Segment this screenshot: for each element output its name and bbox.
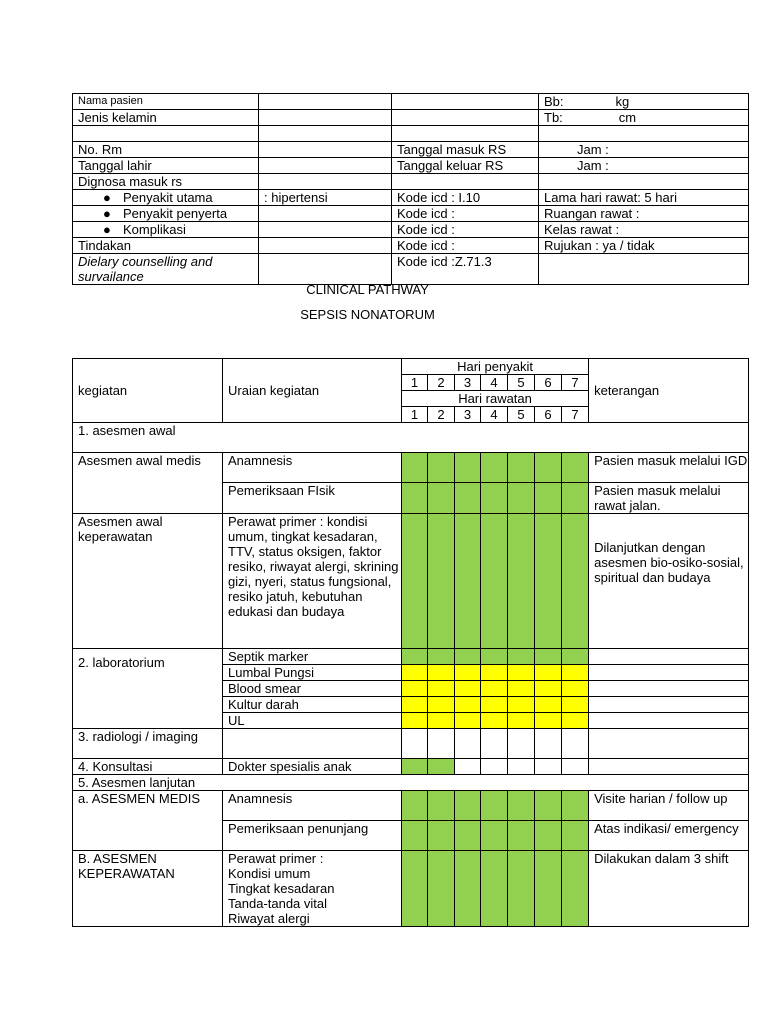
keterangan-cell: Pasien masuk melalui rawat jalan.	[589, 483, 749, 514]
page-title: CLINICAL PATHWAY	[306, 282, 429, 297]
day-fill	[402, 665, 428, 681]
jenis-kelamin-value[interactable]	[259, 110, 392, 126]
penyakit-penyerta-label: ● Penyakit penyerta	[73, 206, 259, 222]
patient-info-table	[72, 93, 749, 285]
day-fill	[535, 681, 562, 697]
day-cell: 6	[535, 375, 562, 391]
day-cell: 2	[428, 375, 455, 391]
diagnosa-label: Dignosa masuk rs	[73, 174, 259, 190]
day-fill	[562, 649, 589, 665]
day-fill	[508, 649, 535, 665]
day-fill	[562, 681, 589, 697]
day-fill	[481, 851, 508, 927]
day-fill	[402, 483, 428, 514]
day-fill	[535, 851, 562, 927]
day-fill	[481, 697, 508, 713]
day-cell: 5	[508, 375, 535, 391]
col-kegiatan-header: kegiatan	[73, 359, 223, 423]
anamnesis-label: Anamnesis	[223, 453, 402, 483]
day-fill	[508, 697, 535, 713]
day-fill	[428, 851, 455, 927]
lab-item: UL	[223, 713, 402, 729]
keterangan-cell: Pasien masuk melalui IGD	[589, 453, 749, 483]
day-fill	[455, 697, 481, 713]
bb-field[interactable]: Bb: kg	[539, 94, 749, 110]
day-fill	[508, 791, 535, 821]
day-fill	[535, 514, 562, 649]
day-fill	[428, 681, 455, 697]
day-fill	[402, 759, 428, 775]
day-fill	[562, 453, 589, 483]
anamnesis-label: Anamnesis	[223, 791, 402, 821]
day-fill	[481, 791, 508, 821]
perawat-primer-list: Perawat primer : Kondisi umum Tingkat kesadaran Tanda-tanda vital Riwayat alergi	[223, 851, 402, 927]
lab-item: Blood smear	[223, 681, 402, 697]
day-fill	[455, 453, 481, 483]
page-subtitle: SEPSIS NONATORUM	[300, 307, 435, 322]
day-fill	[428, 759, 455, 775]
day-cell: 6	[535, 407, 562, 423]
day-cell: 1	[402, 407, 428, 423]
asesmen-medis-label: Asesmen awal medis	[73, 453, 223, 514]
day-fill	[428, 483, 455, 514]
col-uraian-header: Uraian kegiatan	[223, 359, 402, 423]
day-fill	[455, 514, 481, 649]
day-fill	[428, 514, 455, 649]
asesmen-keperawatan-lanjutan-label: B. ASESMEN KEPERAWATAN	[73, 851, 223, 927]
section-asesmen-lanjutan: 5. Asesmen lanjutan	[73, 775, 749, 791]
bullet-icon: ●	[103, 222, 111, 237]
day-cell: 3	[455, 407, 481, 423]
day-fill	[481, 483, 508, 514]
day-fill	[428, 453, 455, 483]
hari-penyakit-header: Hari penyakit	[402, 359, 589, 375]
day-fill	[535, 483, 562, 514]
day-fill	[481, 821, 508, 851]
day-fill	[562, 851, 589, 927]
day-fill	[402, 514, 428, 649]
day-fill	[535, 791, 562, 821]
day-cell: 4	[481, 375, 508, 391]
radiologi-label: 3. radiologi / imaging	[73, 729, 223, 759]
day-fill	[535, 697, 562, 713]
tindakan-label: Tindakan	[73, 238, 259, 254]
kode-icd-3: Kode icd :	[392, 222, 539, 238]
kode-icd-1: Kode icd : I.10	[392, 190, 539, 206]
day-fill	[402, 821, 428, 851]
day-fill	[508, 821, 535, 851]
tanggal-lahir-label: Tanggal lahir	[73, 158, 259, 174]
laboratorium-label: 2. laboratorium	[73, 649, 223, 729]
day-fill	[428, 821, 455, 851]
day-fill	[481, 681, 508, 697]
kode-icd-5: Kode icd :Z.71.3	[392, 254, 539, 285]
day-fill	[455, 665, 481, 681]
kode-icd-4: Kode icd :	[392, 238, 539, 254]
day-fill	[428, 791, 455, 821]
day-fill	[402, 453, 428, 483]
lab-item: Septik marker	[223, 649, 402, 665]
day-cell: 3	[455, 375, 481, 391]
jam-keluar-field[interactable]: Jam :	[539, 158, 749, 174]
pemeriksaan-fisik-label: Pemeriksaan FIsik	[223, 483, 402, 514]
day-cell: 2	[428, 407, 455, 423]
dietary-value[interactable]	[259, 254, 392, 285]
tanggal-keluar-label: Tanggal keluar RS	[392, 158, 539, 174]
komplikasi-value[interactable]	[259, 222, 392, 238]
asesmen-medis-lanjutan-label: a. ASESMEN MEDIS	[73, 791, 223, 851]
day-fill	[481, 649, 508, 665]
jenis-kelamin-label: Jenis kelamin	[73, 110, 259, 126]
hari-rawatan-header: Hari rawatan	[402, 391, 589, 407]
dokter-spesialis: Dokter spesialis anak	[223, 759, 402, 775]
day-fill	[481, 713, 508, 729]
day-fill	[402, 713, 428, 729]
nama-pasien-label: Nama pasien	[73, 94, 259, 110]
day-fill	[562, 697, 589, 713]
penyakit-utama-value[interactable]: : hipertensi	[259, 190, 392, 206]
day-fill	[402, 851, 428, 927]
no-rm-value[interactable]	[259, 142, 392, 158]
tb-field[interactable]: Tb: cm	[539, 110, 749, 126]
day-fill	[428, 697, 455, 713]
keterangan-cell: Visite harian / follow up	[589, 791, 749, 821]
day-fill	[535, 821, 562, 851]
day-cell: 7	[562, 407, 589, 423]
section-asesmen-awal: 1. asesmen awal	[73, 423, 749, 453]
penyakit-utama-label: ● Penyakit utama	[73, 190, 259, 206]
day-cell: 7	[562, 375, 589, 391]
nama-pasien-value[interactable]	[259, 94, 392, 110]
ruangan-rawat: Ruangan rawat :	[539, 206, 749, 222]
keterangan-cell: Dilakukan dalam 3 shift	[589, 851, 749, 927]
day-fill	[562, 821, 589, 851]
day-fill	[455, 649, 481, 665]
day-fill	[535, 713, 562, 729]
day-fill	[508, 681, 535, 697]
keterangan-cell: Atas indikasi/ emergency	[589, 821, 749, 851]
lab-item: Kultur darah	[223, 697, 402, 713]
day-fill	[402, 697, 428, 713]
dietary-label: Dielary counselling and survailance	[73, 254, 259, 285]
day-fill	[455, 483, 481, 514]
kelas-rawat: Kelas rawat :	[539, 222, 749, 238]
day-fill	[562, 713, 589, 729]
day-fill	[455, 791, 481, 821]
penyakit-penyerta-value[interactable]	[259, 206, 392, 222]
pemeriksaan-penunjang-label: Pemeriksaan penunjang	[223, 821, 402, 851]
day-fill	[481, 665, 508, 681]
day-fill	[481, 514, 508, 649]
tindakan-value[interactable]	[259, 238, 392, 254]
bullet-icon: ●	[103, 206, 111, 221]
day-fill	[508, 514, 535, 649]
pathway-table	[72, 358, 749, 927]
day-fill	[562, 514, 589, 649]
konsultasi-label: 4. Konsultasi	[73, 759, 223, 775]
day-fill	[455, 713, 481, 729]
day-fill	[402, 649, 428, 665]
no-rm-label: No. Rm	[73, 142, 259, 158]
bullet-icon: ●	[103, 190, 111, 205]
day-fill	[428, 649, 455, 665]
perawat-primer-text: Perawat primer : kondisi umum, tingkat kesadaran, TTV, status oksigen, faktor resiko, riwayat alergi, skrining gizi, nyeri, status fungsional, resiko jatuh, kebutuhan edukasi dan budaya	[223, 514, 402, 649]
day-cell: 4	[481, 407, 508, 423]
day-fill	[455, 681, 481, 697]
day-cell: 1	[402, 375, 428, 391]
day-fill	[508, 483, 535, 514]
day-fill	[562, 791, 589, 821]
day-cell: 5	[508, 407, 535, 423]
rujukan-field[interactable]: Rujukan : ya / tidak	[539, 238, 749, 254]
day-fill	[562, 483, 589, 514]
day-fill	[428, 665, 455, 681]
day-fill	[508, 453, 535, 483]
day-fill	[428, 713, 455, 729]
keterangan-cell: Dilanjutkan dengan asesmen bio-osiko-sosial, spiritual dan budaya	[589, 514, 749, 649]
day-fill	[535, 665, 562, 681]
tanggal-masuk-label: Tanggal masuk RS	[392, 142, 539, 158]
jam-masuk-field[interactable]: Jam :	[539, 142, 749, 158]
day-fill	[535, 453, 562, 483]
col-keterangan-header: keterangan	[589, 359, 749, 423]
day-fill	[508, 851, 535, 927]
day-fill	[402, 681, 428, 697]
tanggal-lahir-value[interactable]	[259, 158, 392, 174]
kode-icd-2: Kode icd :	[392, 206, 539, 222]
komplikasi-label: ● Komplikasi	[73, 222, 259, 238]
lab-item: Lumbal Pungsi	[223, 665, 402, 681]
day-fill	[455, 821, 481, 851]
day-fill	[535, 649, 562, 665]
day-fill	[508, 713, 535, 729]
day-fill	[455, 851, 481, 927]
asesmen-keperawatan-label: Asesmen awal keperawatan	[73, 514, 223, 649]
day-fill	[481, 453, 508, 483]
lama-rawat: Lama hari rawat: 5 hari	[539, 190, 749, 206]
day-fill	[562, 665, 589, 681]
day-fill	[402, 791, 428, 821]
day-fill	[508, 665, 535, 681]
